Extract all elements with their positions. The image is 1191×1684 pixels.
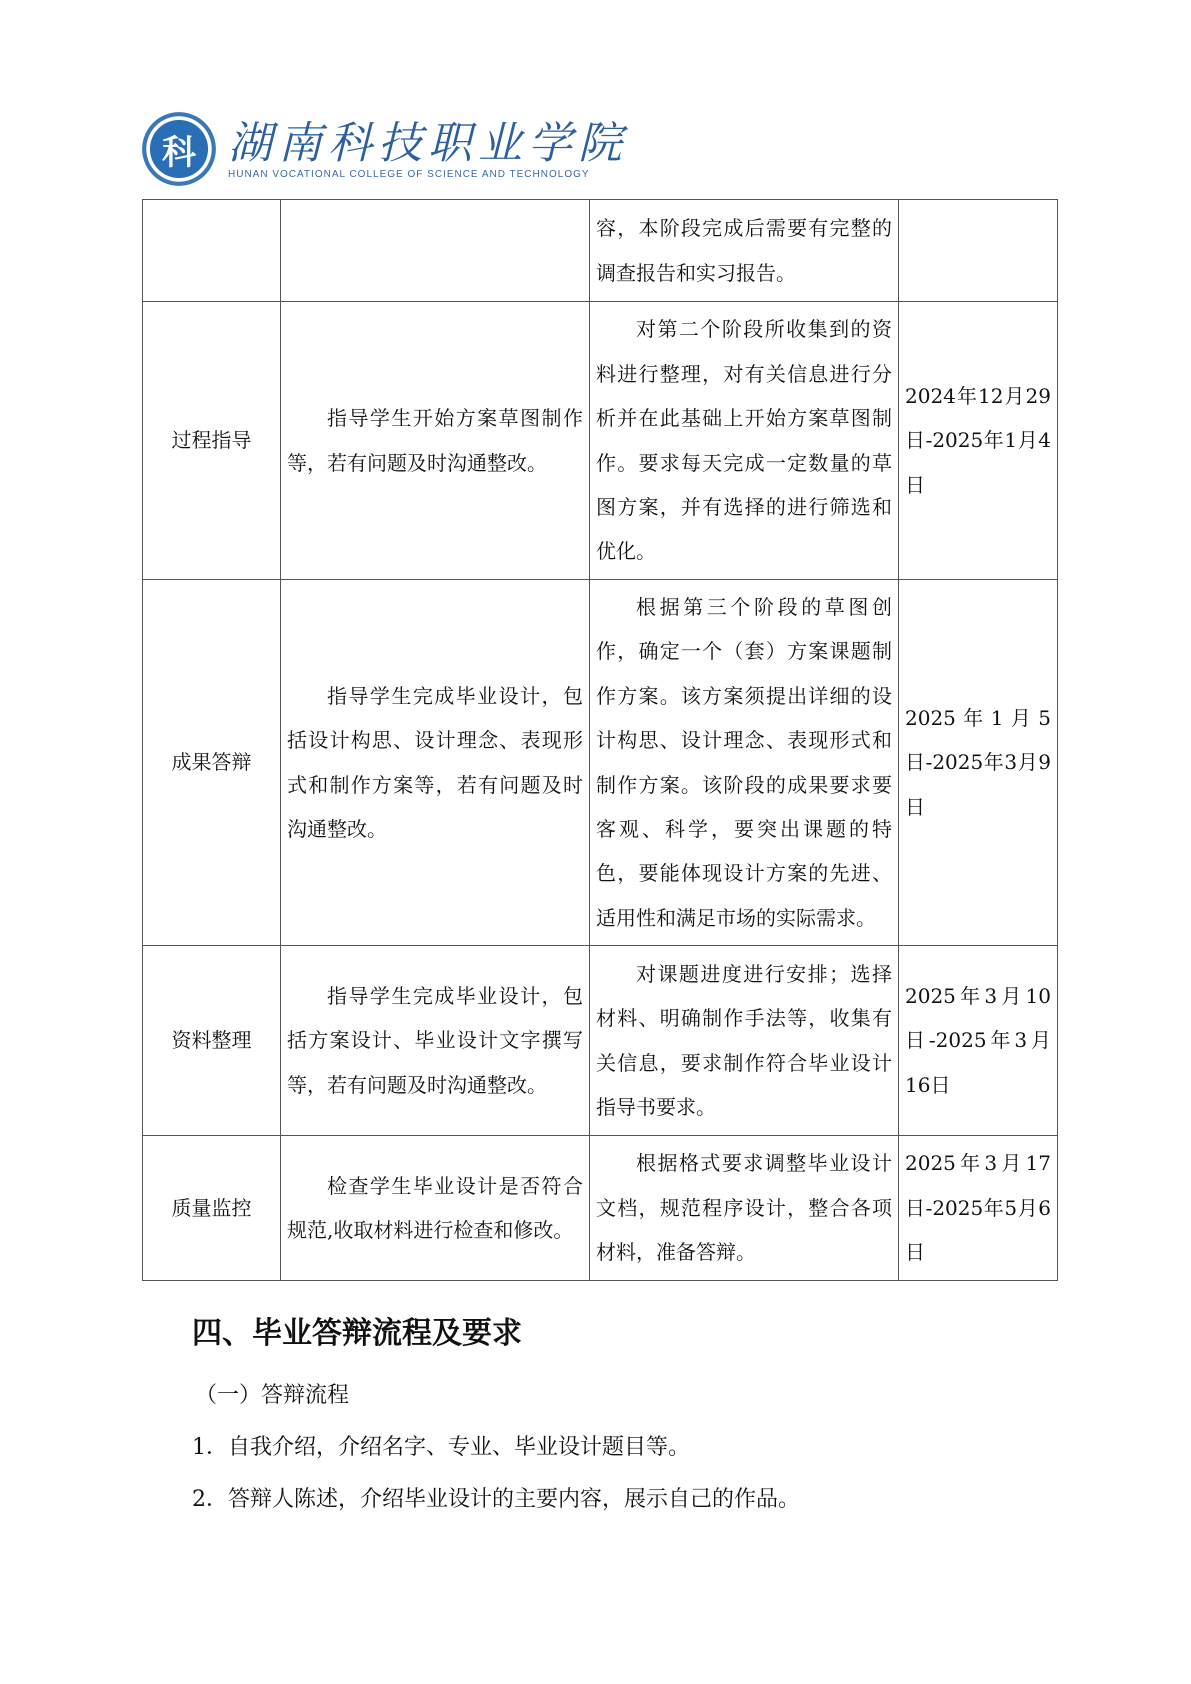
time-cell: 2024年12月29日-2025年1月4日 — [899, 302, 1058, 580]
stage-cell: 资料整理 — [143, 946, 281, 1136]
time-cell — [899, 200, 1058, 302]
section-heading: 四、毕业答辩流程及要求 — [192, 1316, 522, 1351]
table-row — [143, 200, 1058, 302]
list-item: 1．自我介绍，介绍名字、专业、毕业设计题目等。 — [192, 1435, 690, 1460]
stage-cell — [143, 200, 281, 302]
table-row — [143, 946, 1058, 1136]
content-cell: 根据格式要求调整毕业设计文档，规范程序设计，整合各项材料，准备答辩。 — [590, 1136, 899, 1281]
subsection-heading: （一）答辩流程 — [195, 1383, 350, 1408]
time-cell: 2025年3月10日-2025年3月16日 — [899, 946, 1058, 1136]
content-cell: 对课题进度进行安排；选择材料、明确制作手法等，收集有关信息，要求制作符合毕业设计指导书要求。 — [590, 946, 899, 1136]
stage-cell: 成果答辩 — [143, 580, 281, 946]
table-row — [143, 580, 1058, 946]
content-cell: 根据第三个阶段的草图创作，确定一个（套）方案课题制作方案。该方案须提出详细的设计构思、设计理念、表现形式和制作方案。该阶段的成果要求要客观、科学，要突出课题的特色，要能体现设计方案的先进、适用性和满足市场的实际需求。 — [590, 580, 899, 946]
stage-cell: 过程指导 — [143, 302, 281, 580]
time-cell: 2025年3月17日-2025年5月6日 — [899, 1136, 1058, 1281]
stage-cell: 质量监控 — [143, 1136, 281, 1281]
guide-cell: 检查学生毕业设计是否符合规范,收取材料进行检查和修改。 — [281, 1136, 590, 1281]
guide-cell — [281, 200, 590, 302]
time-cell: 2025年1月5日-2025年3月9日 — [899, 580, 1058, 946]
list-item: 2．答辩人陈述，介绍毕业设计的主要内容，展示自己的作品。 — [192, 1487, 800, 1512]
college-seal-icon: 科 — [142, 112, 216, 186]
guide-cell: 指导学生完成毕业设计，包括设计构思、设计理念、表现形式和制作方案等，若有问题及时沟通整改。 — [281, 580, 590, 946]
table-row — [143, 1136, 1058, 1281]
logo-chinese-name: 湖南科技职业学院 — [228, 117, 628, 169]
college-logo — [142, 112, 628, 186]
guide-cell: 指导学生完成毕业设计，包括方案设计、毕业设计文字撰写等，若有问题及时沟通整改。 — [281, 946, 590, 1136]
content-cell: 对第二个阶段所收集到的资料进行整理，对有关信息进行分析并在此基础上开始方案草图制作。要求每天完成一定数量的草图方案，并有选择的进行筛选和优化。 — [590, 302, 899, 580]
table-row — [143, 302, 1058, 580]
guide-cell: 指导学生开始方案草图制作等，若有问题及时沟通整改。 — [281, 302, 590, 580]
logo-english-name: HUNAN VOCATIONAL COLLEGE OF SCIENCE AND TECHNOLOGY — [228, 168, 590, 180]
content-cell: 容，本阶段完成后需要有完整的调查报告和实习报告。 — [590, 200, 899, 302]
schedule-table — [142, 199, 1058, 1281]
